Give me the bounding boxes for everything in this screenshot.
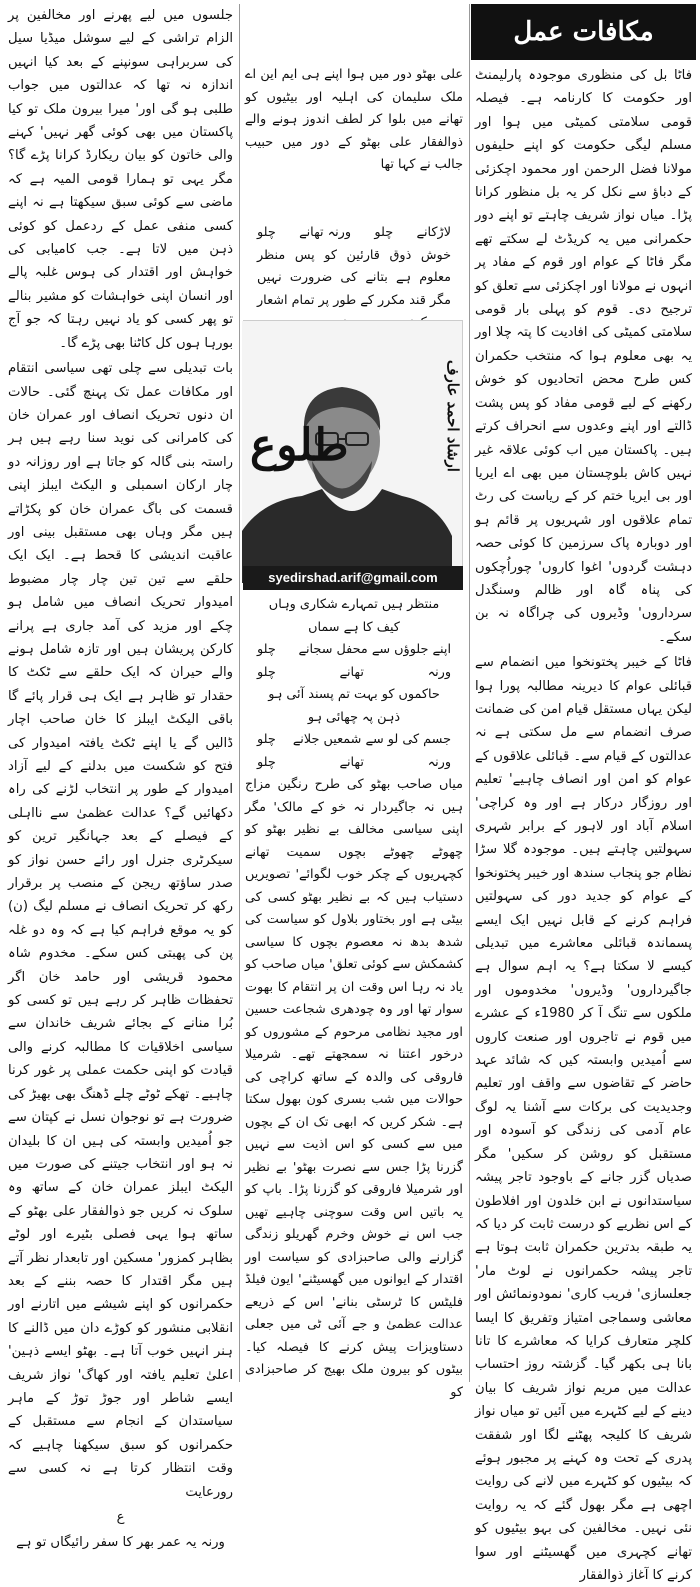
column-divider bbox=[469, 4, 470, 1382]
column-divider bbox=[239, 4, 240, 1382]
poem-line bbox=[245, 752, 463, 775]
author-name: ارشاد احمد عارف bbox=[444, 360, 462, 472]
paragraph: میاں صاحب بھٹو کی طرح رنگین مزاج ہیں نہ جاگیردار نہ خو کے مالک' مگر اپنی سیاسی مخالف بے نظیر بھٹو کو چھوٹے چھوٹے بچوں سمیت تھانے کچہریوں کے چکر خوب لگوائے' تصویریں دستیاب ہیں کہ بے نظیر بھٹو کسی کی بیٹی ہے اور بختاور بلاول کو سیاست کی شدھ بدھ نہ معصوم بچوں کا سیاسی کشمکش سے کوئی تعلق' میاں صاحب کو یاد نہ رہا اس وقت ان پر انتقام کا بھوت سوار تھا اور وہ چودھری شجاعت حسین اور مجید نظامی مرحوم کے مشوروں کو درخور اعتنا نہ سمجھتے تھے۔ شرمیلا فاروقی کی والدہ کے ساتھ کراچی کی حوالات میں شب بسری کون بھول سکتا ہے۔ شکر کریں کہ ابھی تک ان کے بچوں میں سے کسی کو اس اذیت سے نہیں گزرنا پڑا جس سے نصرت بھٹو' بے نظیر اور شرمیلا فاروقی کو گزرنا پڑا۔ باپ کو یہ باتیں اس وقت سوچنی چاہیے تھیں جب اس نے خوش وخرم گھریلو زندگی گزارنے والی صاحبزادی کو سیاست اور اقتدار کے ایوانوں میں گھسیٹنے' ایون فیلڈ فلیٹس کا ٹرسٹی بنانے' اس کے ذریعے عدالت عظمیٰ و جے آئی ٹی میں جعلی دستاویزات پیش کرنے کا فیصلہ کیا۔ بیٹوں کو بیرون ملک بھیج کر صاحبزادی کو bbox=[245, 777, 463, 1400]
poem-word: لاڑکانے bbox=[416, 225, 451, 240]
poem-word: چلو bbox=[374, 225, 394, 240]
poem-word: چلو bbox=[257, 754, 276, 770]
poem-word: جسم کی لو سے شمعیں جلانے bbox=[292, 732, 451, 747]
verse-mark: ع bbox=[116, 1510, 125, 1525]
poem-word: حاکموں کو بہت تم پسند آئی ہو bbox=[268, 687, 440, 702]
poem-line bbox=[245, 684, 463, 707]
poem-line bbox=[245, 639, 463, 662]
article-column-2-bottom bbox=[241, 774, 467, 1400]
poem-word: ذہن پہ چھائی ہو bbox=[307, 709, 401, 725]
poem-word: اپنے جلوؤں سے محفل سجانے bbox=[298, 642, 451, 657]
poem-word: چلو bbox=[257, 732, 276, 747]
paragraph: علی بھٹو دور میں ہوا اپنے ہی ایم این اے ملک سلیمان کی اہلیہ اور بیٹیوں کو تھانے میں بلوا کر لطف اندوز ہونے والے ذوالفقار علی بھٹو کے دور میں حبیب جالب نے کہا تھا bbox=[245, 67, 463, 172]
paragraph: بات تبدیلی سے چلی تھی سیاسی انتقام اور مکافات عمل تک پہنچ گئی۔ حالات ان دنوں تحریک انصاف اور عمران خان کی کامرانی کی نوید سنا رہے ہیں ہر راستہ بنی گالہ کو جاتا ہے اور روزانہ دو چار ارکان اسمبلی و الیکٹ ایبلز اپنی قسمت کی باگ عمران خان کو پکڑاتے ہیں مگر وہاں بھی مستقبل بینی اور عاقبت اندیشی کا قحط ہے۔ ایک ایک حلقے سے تین تین چار چار مضبوط امیدوار تحریک انصاف میں شامل ہو چکے اور مزید کی آمد جاری ہے پرانے کارکن پریشان ہیں اور تازہ شامل ہونے والے حیران کہ ایک حلقے سے ٹکٹ کا حقدار تو ظاہر ہے ایک ہی قرار پائے گا باقی الیکٹ ایبلز کا خان صاحب اچار ڈالیں گے یا اپنے ٹکٹ یافتہ امیدوار کی فتح کو شکست میں بدلنے کے لیے آزاد امیدوار کے طور پر انتخاب لڑنے کی راہ دکھائیں گے؟ عدالت عظمیٰ سے نااہلی کے فیصلے کے بعد جہانگیر ترین کو سیکرٹری جنرل اور رائے حسن نواز کو صدر ساؤتھ ریجن کے منصب پر برقرار رکھ کر تحریک انصاف نے مسلم لیگ (ن) کو یہ موقع فراہم کیا ہے کہ وہ دو غلہ پن کی پھبتی کس سکے۔ مخدوم شاہ محمود قریشی اور حامد خان اگر تحفظات ظاہر کر رہے ہیں تو کسی کو بُرا منانے کے بجائے شریف خاندان سے سیاسی اخلاقیات کا مطالبہ کرنے والی قیادت کو اپنی حکمت عملی پر غور کرنا چاہیے۔ تھکے ٹوٹے چلے ڈھنگ بھی بھیڑ کی ضرورت ہے تو نوجوان نسل نے کپتان سے جو اُمیدیں وابستہ کی ہیں ان کا بلیدان نہ ہو اور انتخاب جیتنے کی صورت میں الیکٹ ایبلز عمران خان کے ساتھ وہ سلوک نہ کریں جو ذوالفقار علی بھٹو کے ساتھ ہوا یہی فصلی بٹیرے اور لوٹے بظاہر کمزور' مسکین اور تابعدار نظر آتے ہیں مگر اقتدار کا حصہ بننے کے بعد حکمرانوں کو اپنے شیشے میں اتارنے اور انقلابی منشور کو کوڑے دان میں ڈالنے کا ہنر انہیں خوب آتا ہے۔ بھٹو ایسے ذہین' اعلیٰ تعلیم یافتہ اور کھاگ' نواز شریف ایسے شاطر اور جوڑ توڑ کے ماہر سیاستدان کے انجام سے مستقبل کے حکمرانوں کو سبق سیکھنا چاہیے کہ وقت انتظار کرتا ہے نہ کسی سے رورعایت bbox=[8, 361, 233, 1500]
column-title: مکافات عمل bbox=[471, 4, 696, 60]
author-email: syedirshad.arif@gmail.com bbox=[243, 566, 463, 590]
article-column-1 bbox=[471, 64, 696, 1583]
paragraph: فاٹا کے خیبر پختونخوا میں انضمام سے قبائلی عوام کا دیرینہ مطالبہ پورا ہوا لیکن یہاں مستقل قیام امن کی ضمانت صرف انضمام سے مل سکتی ہے نہ عدالتوں کے قیام سے۔ قبائلی علاقوں کے عوام کو امن اور انصاف چاہیے' تعلیم اور روزگار درکار ہے اور وہ کراچی' اسلام آباد اور لاہور کے برابر شہری سہولتیں چاہتے ہیں۔ موجودہ گلا سڑا نظام جو پنجاب سندھ اور خیبر پختونخوا کے عوام کو جدید دور کی سہولتیں فراہم کرنے کے قابل نہیں ایک ایسے پسماندہ قبائلی معاشرے میں تبدیلی کیسے لا سکتا ہے؟ یہ اہم سوال ہے جاگیرداروں' وڈیروں' مخدوموں اور ملکوں سے تنگ آ کر 1980ء کے عشرے میں قوم نے تاجروں اور صنعت کاروں سے اُمیدیں وابستہ کیں کہ شائد عہد حاضر کے تقاضوں سے واقف اور تعلیم وجدیدیت کی برکات سے آشنا یہ لوگ عام آدمی کی زندگی کو آسودہ اور مستقبل کو روشن کر سکیں' مگر صدیاں گزر جانے کے باوجود تاجر پیشہ سیاستدانوں نے ابن خلدون اور افلاطون کے اس نظریے کو درست ثابت کر دیا کہ یہ طبقہ بدترین حکمران ثابت ہوتا ہے تاجر پیشہ حکمرانوں نے لوٹ مار' جعلسازی' فریب کاری' نمودونمائش اور معاشی وسماجی امتیاز وتفریق کا ایسا کلچر متعارف کرایا کہ معاشرے کا تانا بانا ہی بکھر گیا۔ گزشتہ روز احتساب عدالت میں مریم نواز شریف کا بیان دینے کے لیے کٹہرے میں آئیں تو میاں نواز شریف کا کلیجہ پھٹنے لگا اور شفقت پدری کے تحت وہ کہنے پر مجبور ہوئے کہ بیٹیوں کو کٹہرے میں لانے کی روایت اچھی ہے مگر بھول گئے کہ یہ روایت نئی نہیں۔ مخالفین کی بہو بیٹیوں کو تھانے کچہری میں گھسیٹنے اور سوا کرنے کا آغاز ذوالفقار bbox=[475, 655, 692, 1583]
poem-word: خوش ذوق قارئین کو پس منظر معلوم ہے بتانے کی ضرورت نہیں مگر قند مکرر کے طور پر تمام اشعار bbox=[257, 247, 451, 308]
poem-word: ورنہ bbox=[427, 754, 451, 770]
poem-line bbox=[245, 222, 463, 245]
paragraph: جلسوں میں لیے پھرنے اور مخالفین پر الزام تراشی کے لیے سوشل میڈیا سیل کی سربراہی سونپنے کے بعد کیا انہیں اندازہ نہ تھا کہ عدالتوں میں جواب طلبی ہو گی اور' میرا بیرون ملک تو کیا پاکستان میں بھی کوئی گھر نہیں' کہنے والی خاتون کو بیان ریکارڈ کرانا پڑے گا؟ مگر یہی تو ہمارا قومی المیہ ہے کہ ماضی سے کوئی سبق سیکھتا ہے نہ اپنے کسی منفی عمل کے ردعمل کو کوئی ذہن میں لاتا ہے۔ جب کامیابی کی خواہش اور اقتدار کی ہوس غلبہ پالے اور انسان اپنی خواہشات کو مشیر بنالے تو پھر کسی کو یاد نہیں رہتا کہ جو آج بورہا ہوں کل کاٹنا بھی پڑے گا۔ bbox=[8, 8, 233, 351]
poem-line bbox=[245, 707, 463, 730]
poem-word: چلو bbox=[257, 664, 276, 680]
poem-word: چلو bbox=[257, 642, 276, 657]
poem-line bbox=[245, 594, 463, 617]
column-brand: طلوع bbox=[250, 420, 349, 471]
paragraph: فاٹا بل کی منظوری موجودہ پارلیمنٹ اور حکومت کا کارنامہ ہے۔ فیصلہ قومی سلامتی کمیٹی میں ہوا اور مسلم لیگی حکومت کو اپنے حلیفوں مولانا فضل الرحمن اور محمود اچکزئی کے دباؤ سے نکل کر یہ بل منظور کرانا پڑا۔ میاں نواز شریف چاہتے تو اپنے دور حکمرانی میں یہ کریڈٹ لے سکتے تھے مگر فاٹا کے عوام اور قوم کے مفاد پر انہوں نے مولانا اور اچکزئی سے تعلق کو ترجیح دی۔ قوم کو پہلی بار قومی سلامتی کمیٹی کی افادیت کا پتہ چلا اور یہ بھی معلوم ہوا کہ منتخب حکمران کس طرح محض اتحادیوں کو خوش رکھنے کے لیے قومی مفاد کو پس پشت ڈالتے اور اپنے وعدوں سے انحراف کرتے ہیں۔ پاکستان میں اب کوئی علاقہ غیر نہیں کاش بلوچستان میں بھی اے ایریا اور بی ایریا ختم کر کے ریاست کی رٹ تمام علاقوں اور شہریوں پر قائم ہو اور دوبارہ پاک سرزمین کا کوئی حصہ دہشت گردوں' اغوا کاروں' چوراُچکوں کی پناہ گاہ اور ظالم وسنگدل سرداروں' وڈیروں کی چراگاہ نہ بن سکے۔ bbox=[475, 68, 692, 645]
poem-word: تھانے bbox=[339, 754, 364, 770]
poem-word: تھانے bbox=[339, 664, 364, 680]
poem-word: کیف کا ہے سماں bbox=[308, 619, 400, 635]
poem-block-2 bbox=[241, 594, 467, 772]
article-column-3 bbox=[4, 4, 237, 1551]
poem-word: منتظر ہیں تمہارے شکاری وہاں bbox=[268, 597, 440, 612]
poem-word: چلو bbox=[257, 225, 276, 240]
poem-line bbox=[245, 729, 463, 752]
poem-word: ورنہ تھانے bbox=[299, 225, 352, 240]
poem-line bbox=[245, 617, 463, 640]
poem-block-1 bbox=[241, 222, 467, 318]
closing-verse: ورنہ یہ عمر بھر کا سفر رائیگاں تو ہے bbox=[16, 1535, 225, 1551]
poem-word: ورنہ bbox=[427, 664, 451, 680]
poem-line bbox=[245, 662, 463, 685]
